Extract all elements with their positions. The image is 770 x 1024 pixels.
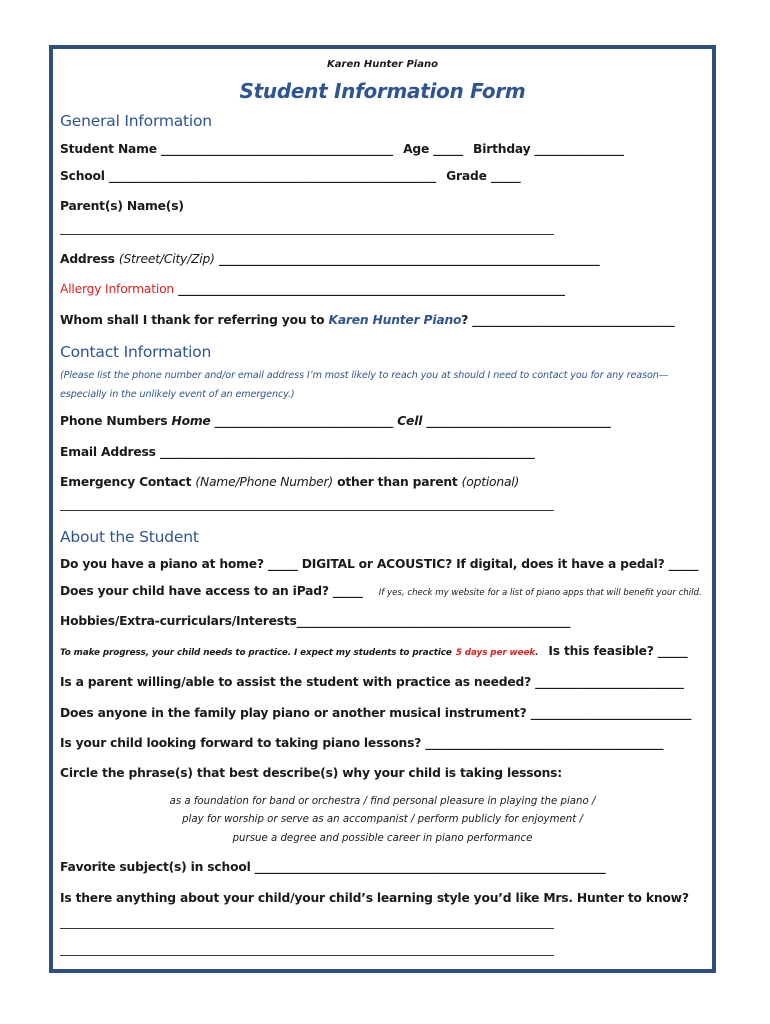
section-heading-contact: Contact Information	[60, 343, 212, 361]
row-address	[60, 252, 704, 266]
grade-field[interactable]: Grade _____	[446, 169, 521, 183]
email-field[interactable]: Email Address _______________________________________________________________	[60, 445, 535, 459]
reasons-prompt: Circle the phrase(s) that best describe(s) why your child is taking lessons:	[60, 766, 563, 780]
practice-days: 5 days per week	[455, 648, 536, 658]
form-title: Student Information Form	[239, 79, 526, 103]
form-frame	[49, 45, 716, 973]
row-school-grade	[60, 169, 704, 183]
learning-style-answer-line-2[interactable]: ___________________________________________________________________________________	[60, 942, 554, 956]
section-heading-general: General Information	[60, 112, 212, 130]
hobbies-field[interactable]: Hobbies/Extra-curriculars/Interests______________________________________________	[60, 614, 571, 628]
reason-option-2[interactable]: play for worship or serve as an accompanist / perform publicly for enjoyment /	[182, 814, 583, 825]
parents-label: Parent(s) Name(s)	[60, 199, 184, 213]
cell-phone-field[interactable]: _______________________________	[426, 414, 611, 428]
practice-note-end: .	[535, 648, 539, 658]
home-phone-field[interactable]: ______________________________	[214, 414, 394, 428]
allergy-label: Allergy Information	[60, 282, 175, 296]
allergy-field[interactable]: _________________________________________________________________	[178, 282, 565, 296]
piano-at-home-question[interactable]: Do you have a piano at home? _____ DIGITAL or ACOUSTIC? If digital, does it have a pedal? _____	[60, 557, 699, 571]
address-label: Address	[60, 252, 115, 266]
looking-forward-field[interactable]: Is your child looking forward to taking piano lessons? ________________________________________	[60, 736, 664, 750]
emergency-hint: (Name/Phone Number)	[195, 475, 333, 489]
contact-note	[60, 366, 702, 404]
org-name: Karen Hunter Piano	[327, 59, 438, 70]
contact-note-line-2: especially in the unlikely event of an emergency.)	[60, 389, 295, 400]
row-referral	[60, 313, 704, 327]
row-phone	[60, 414, 704, 428]
reason-option-1[interactable]: as a foundation for band or orchestra / find personal pleasure in playing the piano /	[169, 796, 596, 807]
parent-assist-field[interactable]: Is a parent willing/able to assist the student with practice as needed? _________________________	[60, 675, 684, 689]
referral-field[interactable]: ? __________________________________	[461, 313, 675, 327]
learning-style-answer-line-1[interactable]: ___________________________________________________________________________________	[60, 915, 554, 929]
contact-note-line-1: (Please list the phone number and/or email address I’m most likely to reach you at should I need to contact you for any reason—	[60, 370, 669, 381]
emergency-label: Emergency Contact	[60, 475, 192, 489]
address-hint: (Street/City/Zip)	[118, 252, 215, 266]
student-name-field[interactable]: Student Name _______________________________________	[60, 142, 393, 156]
birthday-field[interactable]: Birthday _______________	[473, 142, 624, 156]
row-name-age-birthday	[60, 142, 704, 156]
favorite-subjects-field[interactable]: Favorite subject(s) in school ___________________________________________________________	[60, 860, 606, 874]
ipad-note: If yes, check my website for a list of piano apps that will benefit your child.	[378, 588, 702, 598]
row-practice	[60, 644, 704, 658]
phone-label: Phone Numbers	[60, 414, 168, 428]
age-field[interactable]: Age _____	[403, 142, 463, 156]
reason-option-3[interactable]: pursue a degree and possible career in piano performance	[232, 833, 533, 844]
cell-label: Cell	[397, 414, 423, 428]
referral-label: Whom shall I thank for referring you to	[60, 313, 325, 327]
practice-note: To make progress, your child needs to practice. I expect my students to practice	[60, 648, 452, 658]
section-heading-about: About the Student	[60, 528, 199, 546]
emergency-field[interactable]: ___________________________________________________________________________________	[60, 497, 554, 511]
emergency-mid: other than parent	[337, 475, 458, 489]
family-instrument-field[interactable]: Does anyone in the family play piano or another musical instrument? ___________________________	[60, 706, 692, 720]
row-ipad	[60, 584, 704, 598]
feasible-field[interactable]: Is this feasible? _____	[548, 644, 688, 658]
school-field[interactable]: School _______________________________________________________	[60, 169, 437, 183]
emergency-optional: (optional)	[461, 475, 520, 489]
home-label: Home	[171, 414, 211, 428]
learning-style-question: Is there anything about your child/your child’s learning style you’d like Mrs. Hunter to know?	[60, 891, 689, 905]
parents-field[interactable]: ___________________________________________________________________________________	[60, 221, 554, 235]
address-field[interactable]: ________________________________________________________________	[218, 252, 600, 266]
ipad-question[interactable]: Does your child have access to an iPad? _____	[60, 584, 363, 598]
referral-brand: Karen Hunter Piano	[328, 313, 462, 327]
row-allergy	[60, 282, 704, 296]
row-emergency	[60, 475, 704, 489]
